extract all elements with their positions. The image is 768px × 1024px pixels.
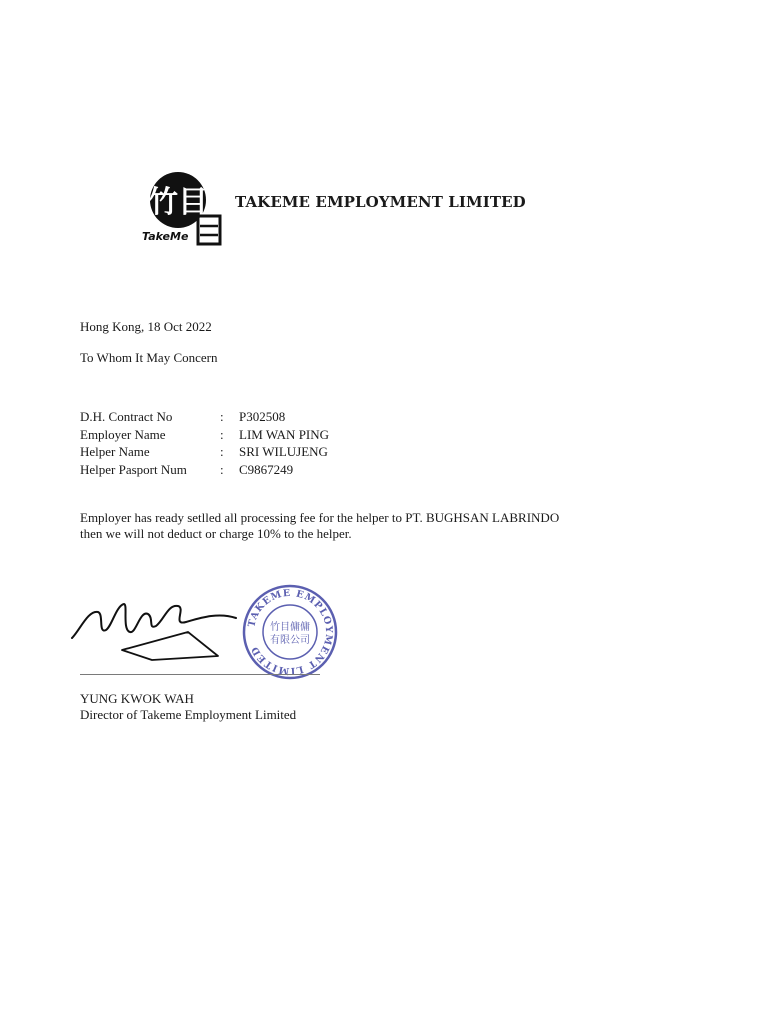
stamp-graphic — [240, 582, 340, 682]
letter-body — [80, 510, 640, 542]
svg-text:有限公司: 有限公司 — [270, 635, 310, 646]
company-stamp — [240, 582, 340, 682]
field-row-employer-name — [80, 426, 329, 444]
contract-details — [80, 408, 329, 478]
field-row-passport-num — [80, 461, 329, 479]
field-label: Helper Name — [80, 444, 150, 459]
field-label: Employer Name — [80, 426, 166, 442]
handwritten-signature — [68, 590, 268, 670]
logo-chinese-char: 竹目 — [148, 185, 208, 220]
field-row-helper-name — [80, 443, 329, 461]
field-separator: : — [220, 461, 224, 477]
field-label: D.H. Contract No — [80, 409, 173, 424]
stamp-ring-text: TAKEME EMPLOYMENT LIMITED — [246, 587, 335, 677]
letter-date: Hong Kong, 18 Oct 2022 — [80, 319, 212, 334]
helper-name-value: SRI WILUJENG — [239, 444, 328, 459]
signature-line — [80, 674, 320, 675]
field-row-contract-no — [80, 408, 329, 426]
field-label: Helper Pasport Num — [80, 461, 187, 477]
logo-takeme-text: TakeMe — [142, 230, 189, 243]
employer-name-value: LIM WAN PING — [239, 426, 330, 442]
body-line: then we will not deduct or charge 10% to the helper. — [80, 526, 352, 541]
signer-name: YUNG KWOK WAH — [80, 691, 194, 706]
logo-graphic — [138, 168, 228, 252]
contract-number-value: P302508 — [239, 409, 286, 424]
field-separator: : — [220, 409, 224, 424]
body-line: Employer has ready setlled all processing fee for the helper to PT. BUGHSAN LABRINDO — [80, 510, 560, 525]
svg-text:竹目傭傭: 竹目傭傭 — [270, 622, 310, 633]
signature-graphic — [68, 590, 268, 670]
field-separator: : — [220, 444, 224, 459]
field-separator: : — [220, 426, 224, 442]
company-name: TAKEME EMPLOYMENT LIMITED — [235, 193, 526, 211]
signer-title: Director of Takeme Employment Limited — [80, 707, 297, 722]
company-logo — [138, 168, 228, 252]
salutation: To Whom It May Concern — [80, 350, 218, 365]
passport-number-value: C9867249 — [239, 461, 294, 477]
